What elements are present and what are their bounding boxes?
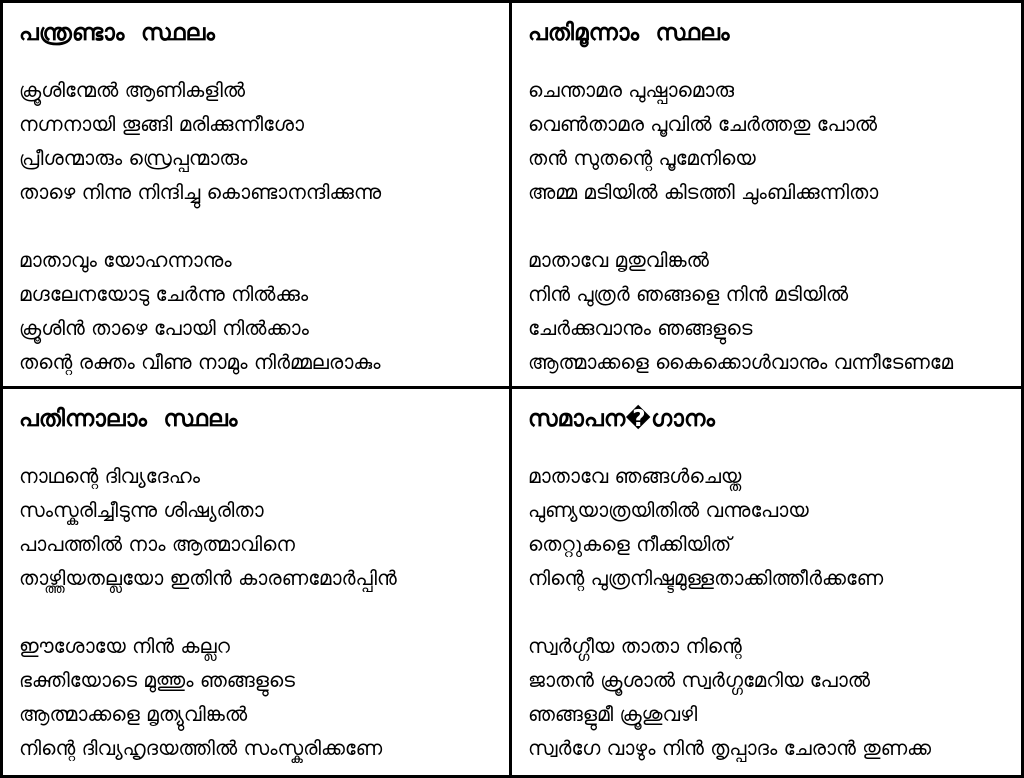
verse-line: താഴ്ത്തിയതല്ലയോ ഇതിൻ കാരണമോർപ്പിൻ xyxy=(19,566,397,590)
verse-line: മാതാവേ ഞങ്ങൾചെയ്ത xyxy=(528,464,742,488)
station-14-heading: പതിന്നാലാം സ്ഥലം xyxy=(19,406,238,432)
station-14-cell xyxy=(3,389,512,775)
verse-line: ക്രൂശിൻ താഴെ പോയി നിൽക്കാം xyxy=(19,316,309,340)
station-13-cell xyxy=(512,3,1021,389)
verse-line: നിൻ പുത്രർ ഞങ്ങളെ നിൻ മടിയിൽ xyxy=(528,282,849,306)
verse-line: അമ്മ മടിയിൽ കിടത്തി ചുംബിക്കുന്നിതാ xyxy=(528,180,879,204)
station-12-heading: പന്ത്രണ്ടാം സ്ഥലം xyxy=(19,20,216,46)
verse-line: തെറ്റുകളെ നീക്കിയിത് xyxy=(528,532,732,556)
closing-hymn-cell xyxy=(512,389,1021,775)
verse-line: തൻ സുതന്റെ പൂമേനിയെ xyxy=(528,146,756,170)
station-12-cell xyxy=(3,3,512,389)
closing-hymn-stanza-2 xyxy=(528,629,1007,765)
verse-line: താഴെ നിന്നു നിന്ദിച്ചു കൊണ്ടാനന്ദിക്കുന്നു xyxy=(19,180,382,204)
verse-line: ഈശോയേ നിൻ കല്ലറ xyxy=(19,634,230,658)
verse-line: ആത്മാക്കളെ കൈക്കൊൾവാനും വന്നീടേണമേ xyxy=(528,350,954,374)
verse-line: മാതാവേ മൃതുവിങ്കൽ xyxy=(528,248,709,272)
verse-line: ആത്മാക്കളെ മൃത്യുവിങ്കൽ xyxy=(19,702,248,726)
verse-line: ക്രൂശിന്മേൽ ആണികളിൽ xyxy=(19,78,246,102)
verse-line: മാതാവും യോഹന്നാനും xyxy=(19,248,232,272)
station-14-stanza-2 xyxy=(19,629,495,765)
verse-line: പ്രീശന്മാരും സ്രെപ്പന്മാരും xyxy=(19,146,248,170)
verse-line: ചെന്താമര പുഷ്പാമൊരു xyxy=(528,78,735,102)
verse-line: സ്വർഗ്ഗീയ താതാ നിന്റെ xyxy=(528,634,742,658)
closing-hymn-stanza-1 xyxy=(528,459,1007,595)
verse-line: ജാതൻ ക്രൂശാൽ സ്വർഗ്ഗമേറിയ പോൽ xyxy=(528,668,871,692)
verse-line: പാപത്തിൽ നാം ആത്മാവിനെ xyxy=(19,532,295,556)
verse-line: മഗ്ദലേനയോടു ചേർന്നു നിൽക്കും xyxy=(19,282,309,306)
verse-line: സ്വർഗേ വാഴും നിൻ തൃപ്പാദം ചേരാൻ തുണക്ക xyxy=(528,736,932,760)
verse-line: വെൺതാമര പൂവിൽ ചേർത്തതു പോൽ xyxy=(528,112,877,136)
verse-line: തന്റെ രക്തം വീണു നാമും നിർമ്മലരാകും xyxy=(19,350,381,374)
verse-line: പുണ്യയാത്രയിതിൽ വന്നുപോയ xyxy=(528,498,809,522)
station-12-stanza-2 xyxy=(19,243,495,379)
verse-line: സംസ്കരിച്ചീടുന്നു ശിഷ്യരിതാ xyxy=(19,498,264,522)
verse-line: ഭക്തിയോടെ മുത്തും ഞങ്ങളുടെ xyxy=(19,668,295,692)
verse-line: ചേർക്കുവാനും ഞങ്ങളുടെ xyxy=(528,316,753,340)
verse-line: ഞങ്ങളുമീ ക്രൂശുവഴി xyxy=(528,702,698,726)
station-13-stanza-1 xyxy=(528,73,1007,209)
station-12-stanza-1 xyxy=(19,73,495,209)
station-14-stanza-1 xyxy=(19,459,495,595)
station-13-heading: പതിമൂന്നാം സ്ഥലം xyxy=(528,20,730,46)
verse-line: നഗ്നനായി തൂങ്ങി മരിക്കുന്നീശോ xyxy=(19,112,305,136)
verse-line: നാഥന്റെ ദിവ്യദേഹം xyxy=(19,464,201,488)
station-13-stanza-2 xyxy=(528,243,1007,379)
verse-line: നിന്റെ പുത്രനിഷ്ടമുള്ളതാക്കിത്തീർക്കണേ xyxy=(528,566,884,590)
closing-hymn-heading: സമാപന�ഗാനം xyxy=(528,406,716,432)
verse-line: നിന്റെ ദിവ്യഹൃദയത്തിൽ സംസ്കരിക്കണേ xyxy=(19,736,383,760)
